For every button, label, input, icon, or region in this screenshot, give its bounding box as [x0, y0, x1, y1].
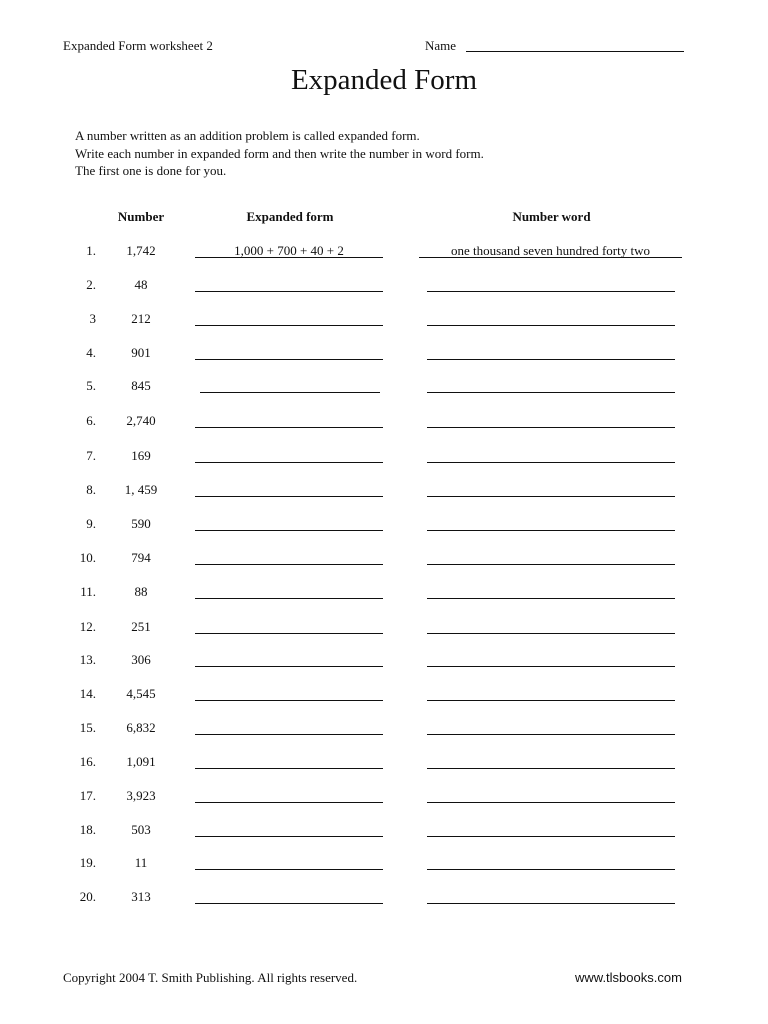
- number-word-answer-line[interactable]: [427, 619, 675, 634]
- problem-row: [0, 652, 768, 672]
- number-word-answer-line[interactable]: [427, 311, 675, 326]
- copyright-text: Copyright 2004 T. Smith Publishing. All rights reserved.: [63, 970, 358, 985]
- problem-number: 306: [131, 652, 151, 667]
- problem-row: [0, 482, 768, 502]
- problem-index: 14.: [79, 686, 96, 701]
- problem-index: 3: [89, 311, 96, 326]
- problem-index: 9.: [86, 516, 96, 531]
- problem-row: [0, 584, 768, 604]
- instruction-line: Write each number in expanded form and then write the number in word form.: [75, 145, 484, 161]
- number-word-answer-line[interactable]: [427, 378, 675, 393]
- number-word-answer-line[interactable]: [427, 686, 675, 701]
- problem-row: [0, 311, 768, 331]
- problem-row: [0, 277, 768, 297]
- website-text: www.tlsbooks.com: [575, 970, 682, 985]
- problem-number: 845: [131, 378, 151, 393]
- problem-number: 313: [131, 889, 151, 904]
- problem-row: [0, 413, 768, 433]
- expanded-form-answer-line[interactable]: [195, 754, 383, 769]
- problem-index: 16.: [79, 754, 96, 769]
- number-word-answer-line[interactable]: [427, 482, 675, 497]
- problem-number: 3,923: [126, 788, 156, 803]
- number-word-answer-line[interactable]: [427, 277, 675, 292]
- problem-number: 901: [131, 345, 151, 360]
- problem-number: 794: [131, 550, 151, 565]
- problem-number: 251: [131, 619, 151, 634]
- problem-index: 7.: [86, 448, 96, 463]
- expanded-form-answer-line[interactable]: [195, 413, 383, 428]
- expanded-form-answer-line[interactable]: [195, 345, 383, 360]
- problem-index: 20.: [79, 889, 96, 904]
- expanded-form-answer-line[interactable]: [195, 584, 383, 599]
- problem-number: 4,545: [126, 686, 156, 701]
- problem-row: [0, 619, 768, 639]
- problem-number: 1, 459: [124, 482, 158, 497]
- expanded-form-answer-line[interactable]: [200, 378, 380, 393]
- problem-row: [0, 754, 768, 774]
- problem-number: 2,740: [126, 413, 156, 428]
- expanded-form-answer-line[interactable]: [195, 855, 383, 870]
- problem-index: 11.: [80, 584, 96, 599]
- number-word-answer-line[interactable]: [427, 822, 675, 837]
- number-word-answer-line[interactable]: [427, 788, 675, 803]
- number-word-answer-line[interactable]: [427, 720, 675, 735]
- problem-row: [0, 516, 768, 536]
- instruction-line: The first one is done for you.: [75, 163, 227, 178]
- number-word-answer-line[interactable]: [427, 584, 675, 599]
- problem-index: 19.: [79, 855, 96, 870]
- problem-number: 1,742: [126, 243, 156, 258]
- expanded-form-answer-line[interactable]: [195, 550, 383, 565]
- problem-row: [0, 788, 768, 808]
- number-word-answer-line[interactable]: [427, 448, 675, 463]
- problem-number: 169: [131, 448, 151, 463]
- problem-index: 8.: [86, 482, 96, 497]
- problem-number: 6,832: [126, 720, 156, 735]
- problem-index: 4.: [86, 345, 96, 360]
- number-word-answer-line[interactable]: one thousand seven hundred forty two: [419, 243, 682, 258]
- column-header-number: Number: [117, 209, 165, 224]
- problem-number: 503: [131, 822, 151, 837]
- expanded-form-answer-line[interactable]: [195, 788, 383, 803]
- instruction-line: A number written as an addition problem is called expanded form.: [75, 128, 420, 143]
- number-word-answer-line[interactable]: [427, 889, 675, 904]
- problem-number: 1,091: [126, 754, 156, 769]
- expanded-form-answer-line[interactable]: [195, 720, 383, 735]
- expanded-form-answer-line[interactable]: 1,000 + 700 + 40 + 2: [195, 243, 383, 258]
- number-word-answer-line[interactable]: [427, 652, 675, 667]
- expanded-form-answer-line[interactable]: [195, 277, 383, 292]
- worksheet-label: Expanded Form worksheet 2: [63, 38, 213, 53]
- page-title: Expanded Form: [290, 64, 478, 96]
- number-word-answer-line[interactable]: [427, 754, 675, 769]
- problem-row: [0, 243, 768, 263]
- problem-row: [0, 686, 768, 706]
- expanded-form-answer-line[interactable]: [195, 652, 383, 667]
- expanded-form-answer-line[interactable]: [195, 822, 383, 837]
- name-label: Name: [425, 38, 457, 53]
- problem-number: 11: [134, 855, 148, 870]
- number-word-answer-line[interactable]: [427, 345, 675, 360]
- expanded-form-answer-line[interactable]: [195, 889, 383, 904]
- problem-number: 212: [131, 311, 151, 326]
- column-header-expanded: Expanded form: [246, 209, 334, 224]
- problem-index: 5.: [86, 378, 96, 393]
- number-word-answer-line[interactable]: [427, 413, 675, 428]
- problem-row: [0, 345, 768, 365]
- problem-index: 2.: [86, 277, 96, 292]
- number-word-answer-line[interactable]: [427, 855, 675, 870]
- problem-number: 590: [131, 516, 151, 531]
- problem-row: [0, 720, 768, 740]
- problem-index: 10.: [79, 550, 96, 565]
- problem-index: 6.: [86, 413, 96, 428]
- problem-row: [0, 889, 768, 909]
- problem-index: 1.: [86, 243, 96, 258]
- instructions: [75, 127, 484, 180]
- problem-index: 15.: [79, 720, 96, 735]
- expanded-form-answer-line[interactable]: [195, 482, 383, 497]
- problem-number: 48: [134, 277, 148, 292]
- number-word-answer-line[interactable]: [427, 516, 675, 531]
- problem-index: 13.: [79, 652, 96, 667]
- expanded-form-answer-line[interactable]: [195, 311, 383, 326]
- problem-row: [0, 822, 768, 842]
- problem-index: 18.: [79, 822, 96, 837]
- expanded-form-answer-line[interactable]: [195, 516, 383, 531]
- problem-row: [0, 550, 768, 570]
- expanded-form-answer-line[interactable]: [195, 448, 383, 463]
- expanded-form-answer-line[interactable]: [195, 686, 383, 701]
- problem-row: [0, 378, 768, 398]
- problem-number: 88: [134, 584, 148, 599]
- expanded-form-answer-line[interactable]: [195, 619, 383, 634]
- problem-row: [0, 448, 768, 468]
- name-field-line[interactable]: [466, 51, 684, 52]
- number-word-answer-line[interactable]: [427, 550, 675, 565]
- problem-index: 17.: [79, 788, 96, 803]
- column-header-word: Number word: [512, 209, 591, 224]
- problem-index: 12.: [79, 619, 96, 634]
- problem-row: [0, 855, 768, 875]
